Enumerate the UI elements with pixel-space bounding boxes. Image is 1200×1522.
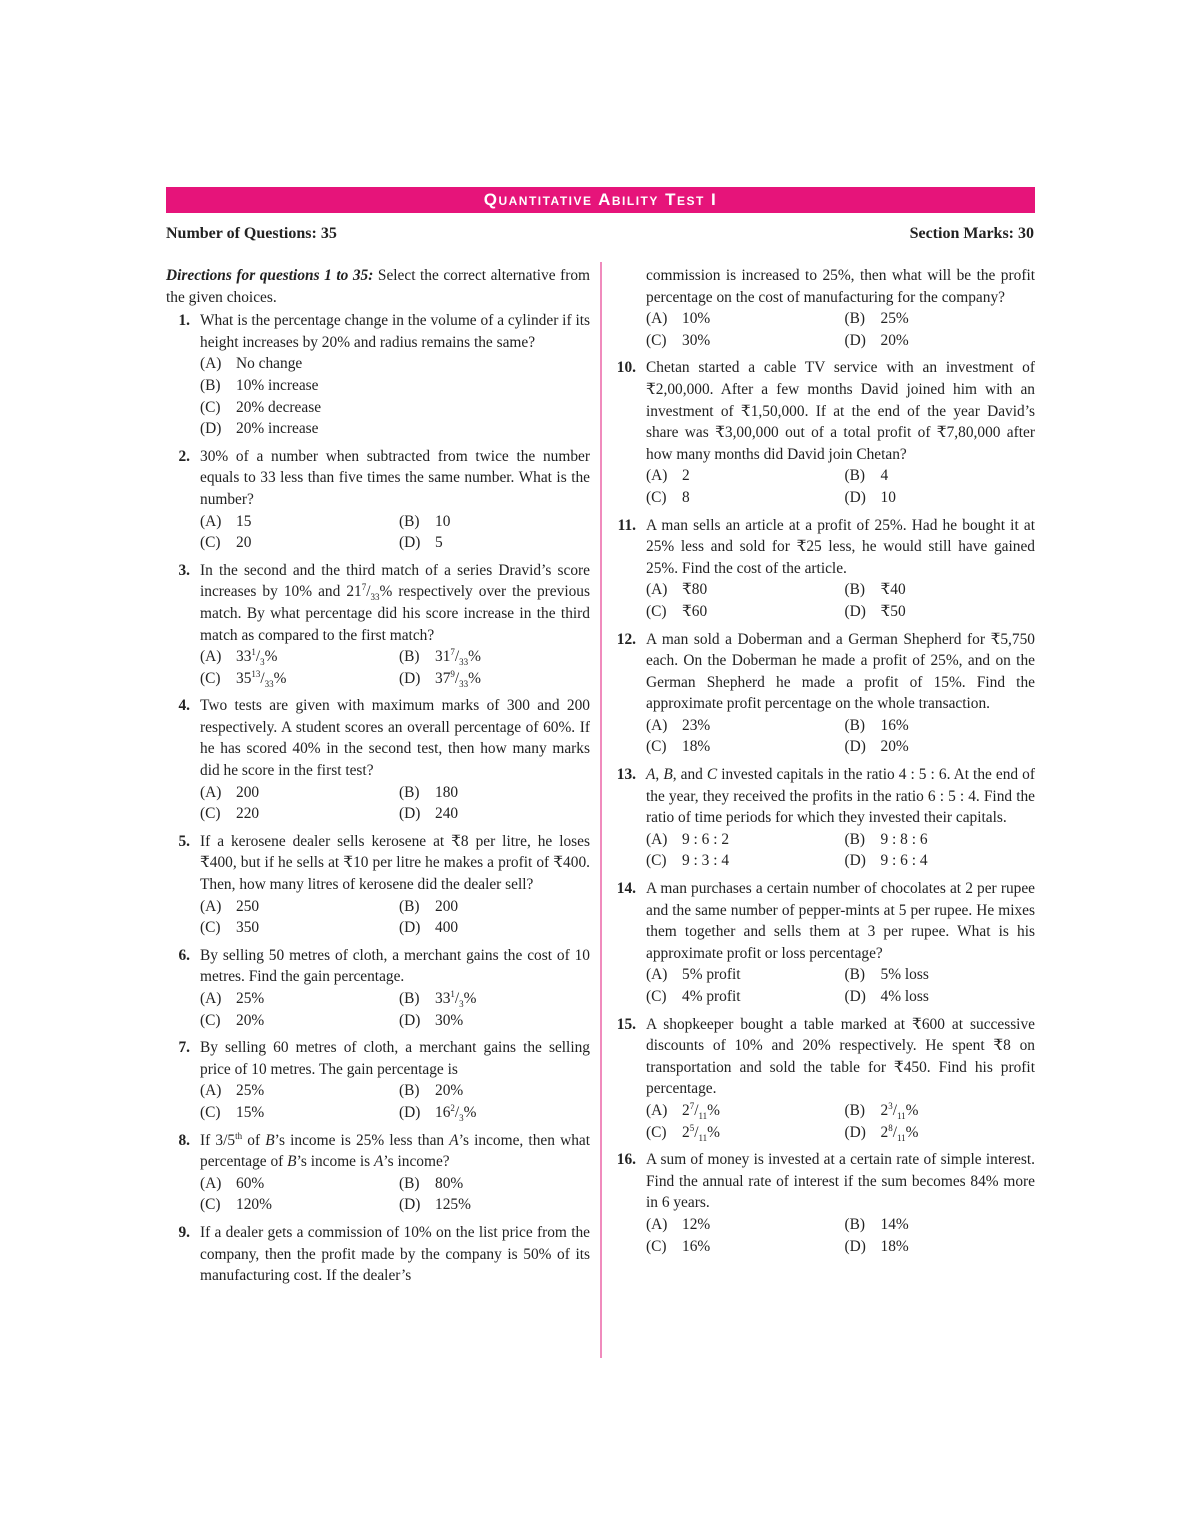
option-label: (A): [646, 310, 668, 328]
question-5: [166, 831, 590, 939]
option-5-a: [200, 896, 391, 918]
question-number: 8.: [178, 1131, 190, 1149]
question-options: [200, 896, 590, 939]
option-15-a: [646, 1100, 837, 1122]
option-text: $2^3/_{11}\%$: [880, 1100, 919, 1122]
option-text: ₹40: [880, 581, 906, 599]
option-6-d: [399, 1010, 590, 1032]
option-label: (D): [844, 1237, 866, 1255]
option-label: (C): [200, 1196, 221, 1214]
option-label: (B): [844, 1215, 866, 1233]
option-label: (C): [200, 398, 221, 416]
option-16-a: [646, 1214, 837, 1236]
option-label: (C): [200, 805, 221, 823]
question-number: 14.: [616, 880, 636, 898]
option-label: (B): [844, 467, 866, 485]
question-options: [200, 646, 590, 689]
option-text: 20%: [236, 1011, 265, 1029]
option-9-c: [646, 330, 837, 352]
option-text: 15: [236, 512, 252, 530]
option-14-c: [646, 986, 837, 1008]
option-label: (D): [399, 534, 421, 552]
option-13-b: [845, 829, 1036, 851]
question-stem: If a dealer gets a commission of 10% on the list price from the company, then the profit made by the company is 50% of its manufacturing cost. If the dealer’s: [200, 1223, 590, 1285]
option-label: (C): [646, 1123, 667, 1141]
question-options: [646, 579, 1035, 622]
question-number: 16.: [616, 1151, 636, 1169]
option-label: (C): [646, 738, 667, 756]
option-label: (B): [844, 1101, 866, 1119]
option-3-c: [200, 668, 391, 690]
option-2-d: [399, 532, 590, 554]
option-text: 18%: [880, 1237, 909, 1255]
option-11-a: [646, 579, 837, 601]
option-text: 20%: [880, 331, 909, 349]
column-divider: [600, 262, 602, 1358]
option-10-d: [845, 487, 1036, 509]
directions-text: Select the correct alternative from the given choices.: [166, 267, 590, 306]
option-text: 200: [236, 783, 260, 801]
option-text: 240: [435, 805, 459, 823]
option-9-b: [845, 308, 1036, 330]
question-6: [166, 945, 590, 1031]
option-text: 14%: [880, 1215, 909, 1233]
option-label: (A): [646, 1215, 668, 1233]
option-text: $2^7/_{11}\%$: [682, 1100, 720, 1122]
option-text: $31^7/_{33}\%$: [435, 646, 481, 668]
option-label: (B): [399, 648, 420, 666]
option-label: (A): [200, 355, 222, 373]
option-2-c: [200, 532, 391, 554]
option-text: 4% loss: [880, 988, 929, 1005]
option-7-a: [200, 1080, 391, 1102]
option-10-a: [646, 465, 837, 487]
option-text: 9 : 6 : 2: [682, 830, 730, 848]
option-text: 120%: [236, 1196, 272, 1214]
question-stem: By selling 60 metres of cloth, a merchant gains the selling price of 10 metres. The gain percentage is: [200, 1039, 590, 1078]
option-text: 25%: [236, 1082, 265, 1100]
question-options: [646, 715, 1035, 758]
option-label: (B): [844, 310, 866, 328]
option-label: (B): [399, 990, 420, 1007]
option-label: (D): [399, 1196, 421, 1214]
option-16-b: [845, 1214, 1036, 1236]
option-label: (D): [844, 988, 866, 1005]
option-text: 23%: [682, 716, 711, 734]
option-text: 30%: [435, 1011, 464, 1029]
question-stem: 30% of a number when subtracted from twice the number equals to 33 less than five times the same number. What is the number?: [200, 447, 590, 508]
question-number: 9.: [178, 1223, 190, 1241]
question-9: [166, 1222, 590, 1287]
question-stem: If a kerosene dealer sells kerosene at ₹8 per litre, he loses ₹400, but if he sells at ₹10 per litre he makes a profit of ₹400. Then, how many litres of kerosene did the dealer sell?: [200, 832, 590, 894]
option-label: (C): [646, 988, 667, 1005]
option-text: ₹80: [682, 581, 708, 599]
option-label: (A): [200, 1174, 222, 1192]
option-label: (A): [646, 1101, 668, 1119]
question-options: [646, 1100, 1035, 1143]
option-text: 200: [435, 897, 459, 915]
option-text: $35^{13}/_{33}\%$: [236, 668, 287, 689]
option-label: (C): [200, 669, 221, 687]
option-label: (C): [200, 534, 221, 552]
option-2-a: [200, 511, 391, 533]
option-label: (C): [646, 1237, 667, 1255]
question-options: [646, 964, 1035, 1007]
question-stem: A man purchases a certain number of chocolates at 2 per rupee and the same number of pepper-mints at 5 per rupee. He mixes them together and sells them at 3 per rupee. What is his approximate profit or loss percentage?: [646, 880, 1035, 962]
question-number: 13.: [616, 766, 636, 784]
option-7-b: [399, 1080, 590, 1102]
option-text: 18%: [682, 738, 711, 756]
option-text: 10: [880, 488, 896, 506]
option-text: 4: [880, 467, 889, 485]
question-number: 10.: [616, 359, 636, 377]
option-label: (B): [399, 1082, 420, 1100]
option-label: (D): [399, 1103, 421, 1121]
option-text: 9 : 8 : 6: [880, 830, 928, 848]
question-13: [612, 764, 1035, 872]
option-12-b: [845, 715, 1036, 737]
question-options: [200, 782, 590, 825]
question-number: 11.: [617, 516, 636, 534]
option-3-b: [399, 646, 590, 668]
question-7: [166, 1037, 590, 1123]
option-3-a: [200, 646, 391, 668]
option-text: 125%: [435, 1196, 471, 1214]
option-9-d: [845, 330, 1036, 352]
question-stem: Chetan started a cable TV service with an investment of ₹2,00,000. After a few months David joined him with an investment of ₹1,50,000. If at the end of the year David’s share was ₹3,00,000 out of a total profit of ₹7,80,000 after how many months did David join Chetan?: [646, 359, 1035, 463]
option-label: (C): [200, 919, 221, 937]
test-title-bar: Quantitative Ability Test I: [166, 187, 1035, 213]
option-label: (D): [844, 331, 866, 349]
option-10-c: [646, 487, 837, 509]
option-label: (D): [844, 738, 866, 756]
option-label: (D): [844, 852, 866, 870]
option-text: 2: [682, 467, 690, 485]
option-text: $33^1/_3\%$: [236, 646, 278, 668]
option-9-a: [646, 308, 837, 330]
option-text: 16%: [880, 716, 909, 734]
option-12-a: [646, 715, 837, 737]
question-number: 7.: [178, 1039, 190, 1057]
option-13-a: [646, 829, 837, 851]
left-column: [166, 265, 590, 1293]
right-column: [612, 265, 1035, 1263]
question-options: [646, 465, 1035, 508]
option-label: (C): [200, 1011, 221, 1029]
question-9-continued-text: commission is increased to 25%, then what will be the profit percentage on the cost of manufacturing for the company?: [646, 267, 1035, 306]
option-label: (D): [399, 805, 421, 823]
option-text: $33^1/_3\%$: [435, 988, 477, 1010]
option-text: 10%: [682, 310, 711, 328]
question-number: 12.: [616, 630, 636, 648]
option-text: 60%: [236, 1174, 265, 1192]
question-options: [200, 1173, 590, 1216]
option-label: (B): [844, 716, 866, 734]
question-options: [646, 1214, 1035, 1257]
option-label: (B): [399, 512, 420, 530]
option-label: (B): [844, 581, 866, 599]
option-text: 5% loss: [880, 966, 929, 984]
option-12-d: [845, 736, 1036, 758]
option-label: (D): [399, 919, 421, 937]
option-13-d: [845, 850, 1036, 872]
option-text: 25%: [236, 990, 265, 1007]
option-label: (B): [844, 830, 866, 848]
question-15: [612, 1014, 1035, 1144]
question-stem: A man sold a Doberman and a German Shepherd for ₹5,750 each. On the Doberman he made a profit of 25%, and on the German Shepherd he made a profit of 15%. Find the approximate profit percentage on the whole transaction.: [646, 630, 1035, 713]
option-text: 350: [236, 919, 260, 937]
option-text: 20: [236, 534, 252, 552]
option-label: (C): [646, 602, 667, 620]
option-4-a: [200, 782, 391, 804]
question-stem: By selling 50 metres of cloth, a merchant gains the cost of 10 metres. Find the gain percentage.: [200, 946, 590, 986]
question-number: 6.: [178, 946, 190, 964]
option-text: 10: [435, 512, 451, 530]
option-4-c: [200, 803, 391, 825]
question-12: [612, 629, 1035, 759]
option-text: 16%: [682, 1237, 711, 1255]
option-label: (A): [646, 966, 668, 984]
option-label: (D): [844, 1123, 866, 1141]
option-text: $16^2/_3\%$: [435, 1102, 477, 1124]
option-text: 20%: [880, 738, 909, 756]
option-text: ₹60: [682, 602, 708, 620]
option-label: (B): [200, 376, 221, 394]
option-label: (D): [844, 602, 866, 620]
option-1-b: [200, 375, 590, 397]
option-1-d: [200, 418, 590, 440]
question-8: [166, 1130, 590, 1216]
option-text: 25%: [880, 310, 909, 328]
option-16-d: [845, 1236, 1036, 1258]
option-label: (A): [646, 716, 668, 734]
option-4-d: [399, 803, 590, 825]
option-text: $2^8/_{11}\%$: [880, 1122, 919, 1143]
option-text: 10% increase: [236, 376, 319, 394]
question-stem: A man sells an article at a profit of 25%. Had he bought it at 25% less and sold for ₹25 less, he would still have gained 25%. Find the cost of the article.: [646, 516, 1035, 577]
question-stem: If 3/5th of B’s income is 25% less than A’s income, then what percentage of B’s income is A’s income?: [200, 1130, 591, 1171]
question-3: [166, 560, 590, 690]
question-count: Number of Questions: 35: [166, 225, 337, 242]
option-8-a: [200, 1173, 391, 1195]
question-number: 5.: [178, 832, 190, 850]
option-label: (D): [844, 488, 866, 506]
option-text: 250: [236, 897, 260, 915]
option-label: (B): [399, 783, 420, 801]
option-5-b: [399, 896, 590, 918]
option-1-a: [200, 353, 590, 375]
option-text: 20% decrease: [236, 398, 322, 416]
option-text: 400: [435, 919, 459, 937]
option-label: (A): [200, 648, 222, 666]
question-11: [612, 515, 1035, 623]
option-label: (A): [646, 467, 668, 485]
option-label: (A): [200, 1082, 222, 1100]
option-label: (D): [200, 420, 222, 438]
option-text: 4% profit: [682, 988, 741, 1005]
option-label: (A): [200, 897, 222, 915]
option-text: $2^5/_{11}\%$: [682, 1122, 720, 1143]
question-16: [612, 1149, 1035, 1257]
option-label: (D): [399, 1011, 421, 1029]
option-14-d: [845, 986, 1036, 1008]
option-label: (A): [200, 783, 222, 801]
option-15-d: [845, 1122, 1036, 1144]
section-marks: Section Marks: 30: [909, 225, 1034, 242]
option-3-d: [399, 668, 590, 690]
option-label: (A): [646, 830, 668, 848]
question-number: 1.: [178, 312, 190, 330]
option-5-c: [200, 917, 391, 939]
option-label: (B): [399, 1174, 420, 1192]
option-8-b: [399, 1173, 590, 1195]
option-label: (A): [200, 512, 222, 530]
question-number: 4.: [178, 697, 190, 715]
option-14-b: [845, 964, 1036, 986]
question-number: 15.: [616, 1015, 636, 1033]
question-9-options: [646, 308, 1035, 351]
option-7-d: [399, 1102, 590, 1124]
option-text: 20% increase: [236, 420, 319, 438]
question-stem: A, B, and C invested capitals in the ratio 4 : 5 : 6. At the end of the year, they received the profits in the ratio 6 : 5 : 4. Find the ratio of time periods for which they invested their capitals.: [646, 766, 1035, 827]
option-text: ₹50: [880, 602, 906, 620]
question-2: [166, 446, 590, 554]
option-label: (C): [200, 1103, 221, 1121]
directions-lead: Directions for questions 1 to 35:: [166, 267, 374, 284]
question-options: [646, 829, 1035, 872]
option-text: 12%: [682, 1215, 711, 1233]
question-options: [200, 988, 590, 1031]
option-text: 80%: [435, 1174, 464, 1192]
option-text: $37^9/_{33}\%$: [435, 668, 481, 689]
option-16-c: [646, 1236, 837, 1258]
question-10: [612, 357, 1035, 508]
option-5-d: [399, 917, 590, 939]
option-label: (C): [646, 852, 667, 870]
option-15-c: [646, 1122, 837, 1144]
option-11-d: [845, 601, 1036, 623]
option-11-c: [646, 601, 837, 623]
option-2-b: [399, 511, 590, 533]
option-text: 9 : 6 : 4: [880, 852, 928, 870]
option-10-b: [845, 465, 1036, 487]
option-14-a: [646, 964, 837, 986]
question-number: 2.: [178, 447, 190, 465]
question-14: [612, 878, 1035, 1008]
option-15-b: [845, 1100, 1036, 1122]
option-label: (A): [646, 581, 668, 599]
option-text: 9 : 3 : 4: [682, 852, 730, 870]
option-text: 30%: [682, 331, 711, 349]
question-4: [166, 695, 590, 825]
option-text: 220: [236, 805, 260, 823]
option-text: 20%: [435, 1082, 464, 1100]
option-label: (B): [844, 966, 866, 984]
question-number: 3.: [178, 561, 190, 579]
option-text: No change: [236, 355, 303, 373]
question-options: [200, 1080, 590, 1123]
option-label: (C): [646, 488, 667, 506]
option-text: 8: [682, 488, 690, 506]
option-label: (A): [200, 990, 222, 1007]
option-12-c: [646, 736, 837, 758]
option-text: 180: [435, 783, 459, 801]
option-6-c: [200, 1010, 391, 1032]
option-text: 5% profit: [682, 966, 741, 984]
option-8-d: [399, 1194, 590, 1216]
directions: [166, 265, 590, 308]
question-stem: What is the percentage change in the volume of a cylinder if its height increases by 20% and radius remains the same?: [200, 312, 590, 351]
question-options: [200, 511, 590, 554]
question-stem: In the second and the third match of a series Dravid’s score increases by 10% and $21^7/_{33}\%$ respectively over the previous match. By what percentage did his score increase in the third match as compared to the first match?: [200, 561, 590, 644]
right-question-list: [612, 357, 1035, 1257]
option-text: 15%: [236, 1103, 265, 1121]
option-4-b: [399, 782, 590, 804]
option-1-c: [200, 397, 590, 419]
question-options: [200, 353, 590, 439]
option-text: 5: [435, 534, 443, 552]
option-label: (B): [399, 897, 420, 915]
question-stem: A sum of money is invested at a certain rate of simple interest. Find the annual rate of interest if the sum becomes 84% more in 6 years.: [646, 1151, 1035, 1212]
option-13-c: [646, 850, 837, 872]
option-11-b: [845, 579, 1036, 601]
option-6-a: [200, 988, 391, 1010]
question-9-continued: [612, 265, 1035, 351]
left-question-list: [166, 310, 590, 1287]
option-label: (D): [399, 669, 421, 687]
option-7-c: [200, 1102, 391, 1124]
question-1: [166, 310, 590, 440]
option-8-c: [200, 1194, 391, 1216]
question-stem: Two tests are given with maximum marks of 300 and 200 respectively. A student scores an overall percentage of 60%. If he has scored 40% in the second test, then how many marks did he score in the first test?: [200, 697, 590, 780]
question-stem: A shopkeeper bought a table marked at ₹600 at successive discounts of 10% and 20% respectively. He spent ₹8 on transportation and sold the table for ₹450. Find his profit percentage.: [646, 1015, 1035, 1098]
option-6-b: [399, 988, 590, 1010]
option-label: (C): [646, 331, 667, 349]
